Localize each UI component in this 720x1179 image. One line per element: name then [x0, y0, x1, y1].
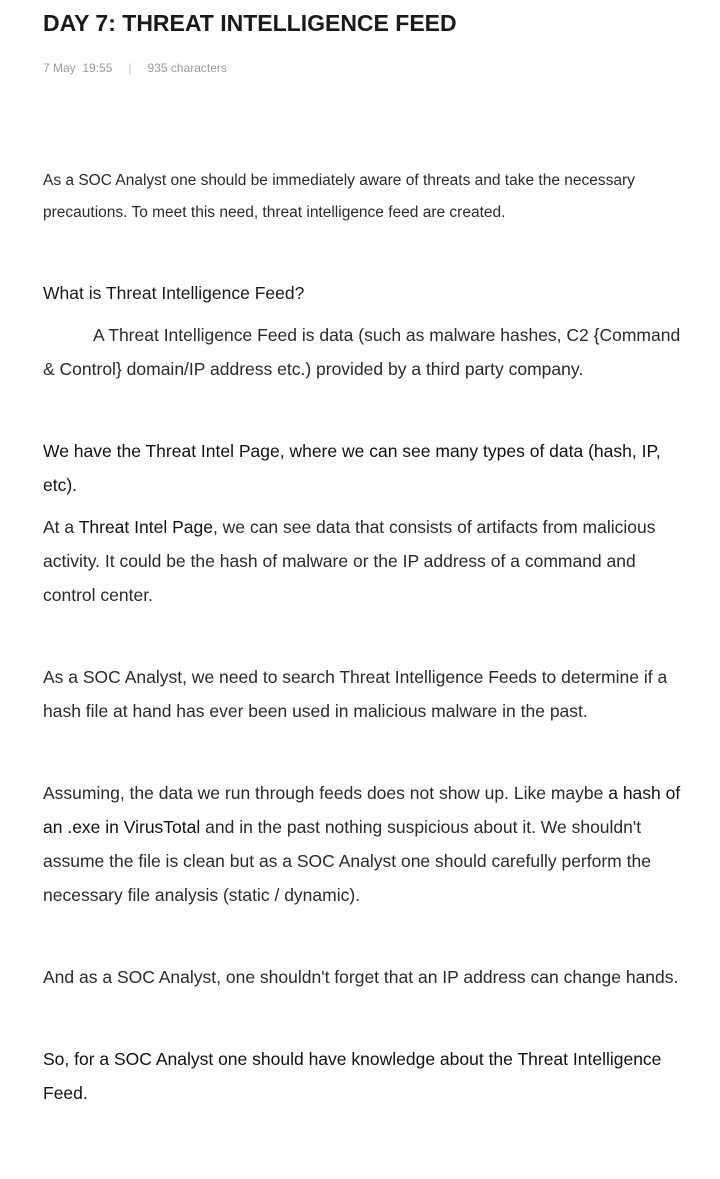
- article-title: DAY 7: THREAT INTELLIGENCE FEED: [43, 10, 457, 36]
- definition-paragraph: [43, 318, 683, 386]
- assume-prefix: Assuming, the data we run through feeds does not show up. Like maybe: [43, 783, 609, 803]
- character-count: 935 characters: [147, 61, 227, 75]
- virustotal-highlight: a hash of an .exe in VirusTotal: [43, 783, 681, 837]
- article-meta: [43, 61, 227, 75]
- article-date: 7 May 19:55: [43, 61, 113, 75]
- threat-intel-page-text: Threat Intel Page: [78, 517, 213, 537]
- artifacts-prefix: At a: [43, 517, 79, 537]
- search-paragraph: As a SOC Analyst, we need to search Threat Intelligence Feeds to determine if a hash file at hand has ever been used in malicious malware in the past.: [43, 667, 668, 721]
- meta-separator: |: [128, 61, 132, 75]
- question-heading: What is Threat Intelligence Feed?: [43, 283, 305, 303]
- definition-text: A Threat Intelligence Feed is data (such as malware hashes, C2 {Command & Control} domain/IP address etc.) provided by a third party company.: [43, 325, 681, 379]
- intro-paragraph: As a SOC Analyst one should be immediately aware of threats and take the necessary precautions. To meet this need, threat intelligence feed are created.: [43, 172, 635, 221]
- conclusion-paragraph: So, for a SOC Analyst one should have knowledge about the Threat Intelligence Feed.: [43, 1049, 662, 1103]
- artifacts-rest: , we can see data that consists of artifacts from malicious activity. It could be the hash of malware or the IP address of a command and control center.: [43, 517, 656, 605]
- assume-rest: and in the past nothing suspicious about it. We shouldn't assume the file is clean but as a SOC Analyst one should carefully perform the necessary file analysis (static / dynamic).: [43, 817, 651, 905]
- ip-change-paragraph: And as a SOC Analyst, one shouldn't forget that an IP address can change hands.: [43, 967, 679, 987]
- assume-paragraph: [43, 776, 683, 912]
- artifacts-paragraph: [43, 510, 683, 612]
- intel-page-paragraph: We have the Threat Intel Page, where we can see many types of data (hash, IP, etc).: [43, 441, 661, 495]
